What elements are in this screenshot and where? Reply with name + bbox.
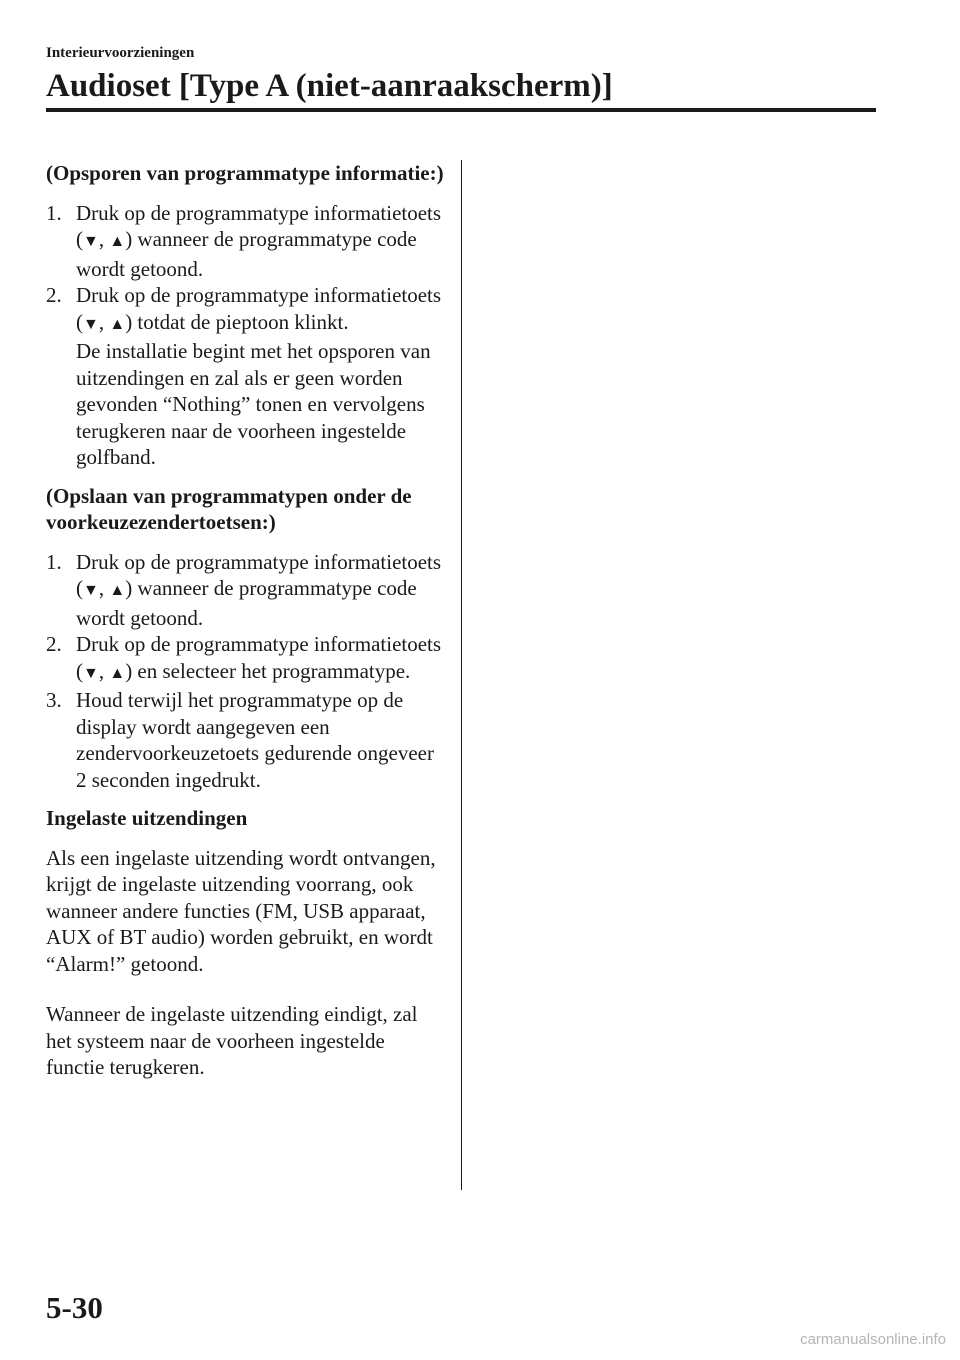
column-divider <box>461 160 462 1190</box>
list-item <box>46 282 446 471</box>
page-header <box>46 44 876 106</box>
step-number: 3. <box>46 688 62 712</box>
down-arrow-icon: ▼ <box>83 315 99 333</box>
list-item <box>46 200 446 283</box>
up-arrow-icon: ▲ <box>109 315 126 333</box>
page-number: 5-30 <box>46 1290 103 1325</box>
up-arrow-icon: ▲ <box>109 664 126 682</box>
step-note: De installatie begint met het opsporen van uitzendingen en zal als er geen worden gevonden “Nothing” tonen en vervolgens terugkeren naar de voorheen ingestelde golfband. <box>76 339 431 469</box>
storing-heading: (Opslaan van programmatypen onder de voorkeuzezendertoetsen:) <box>46 483 412 534</box>
down-arrow-icon: ▼ <box>83 664 99 682</box>
step-number: 1. <box>46 549 62 574</box>
list-item <box>46 687 446 793</box>
watermark: carmanualsonline.info <box>800 1331 946 1348</box>
storing-steps <box>46 549 446 794</box>
step-text: Druk op de programmatype informatietoets (▼, ▲) en selecteer het programmatype. <box>76 632 442 683</box>
step-text: Druk op de programmatype informatietoets (▼, ▲) wanneer de programmatype code wordt getoond. <box>76 549 442 630</box>
step-number: 2. <box>46 632 62 656</box>
page-title: Audioset [Type A (niet-aanraakscherm)] <box>46 68 613 104</box>
header-rule <box>46 108 876 112</box>
down-arrow-icon: ▼ <box>83 582 99 599</box>
list-item <box>46 631 446 687</box>
up-arrow-icon: ▲ <box>109 582 126 599</box>
step-number: 1. <box>46 200 62 225</box>
section-label: Interieurvoorzieningen <box>46 45 195 61</box>
step-text: Druk op de programmatype informatietoets (▼, ▲) wanneer de programmatype code wordt getoond. <box>76 200 442 281</box>
tracking-heading: (Opsporen van programmatype informatie:) <box>46 161 444 185</box>
down-arrow-icon: ▼ <box>83 233 99 250</box>
interrupt-paragraph: Als een ingelaste uitzending wordt ontvangen, krijgt de ingelaste uitzending voorrang, ook wanneer andere functies (FM, USB apparaat, AUX of BT audio) worden gebruikt, en wordt “Alarm!” getoond. <box>46 845 436 976</box>
list-item <box>46 549 446 632</box>
step-text: Druk op de programmatype informatietoets (▼, ▲) totdat de pieptoon klinkt. De installatie begint met het opsporen van uitzendingen en zal als er geen worden gevonden “Nothing” tonen en vervolgens terugkeren naar de voorheen ingestelde golfband. <box>76 283 442 469</box>
tracking-steps <box>46 200 446 471</box>
interrupt-heading: Ingelaste uitzendingen <box>46 806 248 830</box>
interrupt-paragraph-end: Wanneer de ingelaste uitzending eindigt, zal het systeem naar de voorheen ingestelde functie terugkeren. <box>46 1002 418 1079</box>
step-number: 2. <box>46 283 62 307</box>
step-text: Houd terwijl het programmatype op de display wordt aangegeven een zendervoorkeuzetoets gedurende ongeveer 2 seconden ingedrukt. <box>76 688 434 792</box>
main-column <box>46 160 446 1081</box>
up-arrow-icon: ▲ <box>109 233 126 250</box>
